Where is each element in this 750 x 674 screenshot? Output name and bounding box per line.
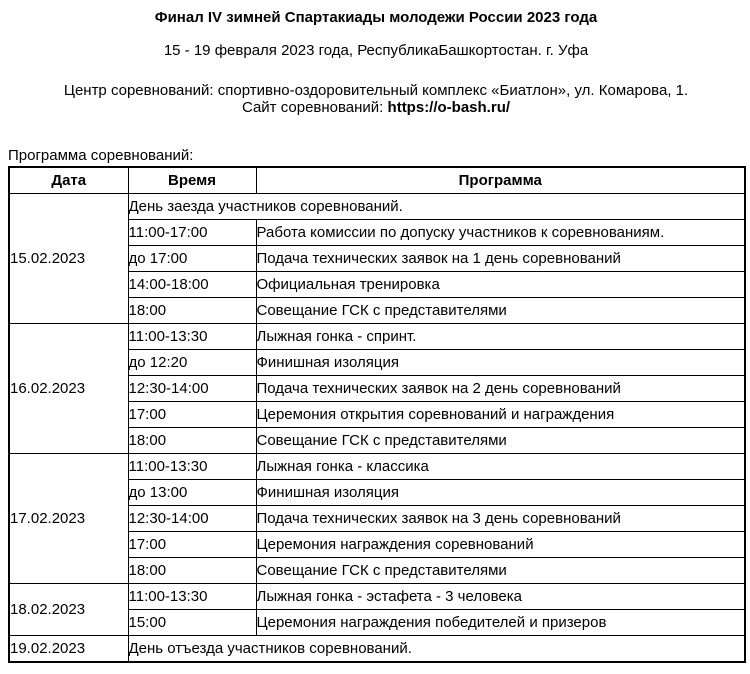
date-cell: 19.02.2023 xyxy=(9,636,128,663)
date-cell: 18.02.2023 xyxy=(9,584,128,636)
activity-cell: Совещание ГСК с представителями xyxy=(256,428,745,454)
activity-cell: Лыжная гонка - классика xyxy=(256,454,745,480)
time-cell: 15:00 xyxy=(128,610,256,636)
activity-cell: Официальная тренировка xyxy=(256,272,745,298)
activity-cell: Церемония награждения соревнований xyxy=(256,532,745,558)
doc-subtitle: 15 - 19 февраля 2023 года, РеспубликаБашкортостан. г. Уфа xyxy=(163,42,589,59)
site-url: https://o-bash.ru/ xyxy=(387,99,511,116)
site-label: Сайт соревнований: xyxy=(241,99,388,116)
activity-cell: Совещание ГСК с представителями xyxy=(256,558,745,584)
table-row xyxy=(9,194,745,220)
time-cell: 14:00-18:00 xyxy=(128,272,256,298)
table-row xyxy=(9,324,745,350)
activity-cell: Лыжная гонка - спринт. xyxy=(256,324,745,350)
time-cell: 18:00 xyxy=(128,298,256,324)
activity-cell: Совещание ГСК с представителями xyxy=(256,298,745,324)
time-cell: 11:00-13:30 xyxy=(128,324,256,350)
day-note-cell: День заезда участников соревнований. xyxy=(128,194,745,220)
activity-cell: Подача технических заявок на 2 день соревнований xyxy=(256,376,745,402)
time-cell: 12:30-14:00 xyxy=(128,376,256,402)
time-cell: 11:00-13:30 xyxy=(128,584,256,610)
column-header-program: Программа xyxy=(256,167,745,194)
activity-cell: Финишная изоляция xyxy=(256,350,745,376)
activity-cell: Церемония награждения победителей и призеров xyxy=(256,610,745,636)
site-line xyxy=(8,99,744,116)
day-note-cell: День отъезда участников соревнований. xyxy=(128,636,745,663)
venue-line: Центр соревнований: спортивно-оздоровительный комплекс «Биатлон», ул. Комарова, 1. xyxy=(63,82,689,99)
doc-title: Финал IV зимней Спартакиады молодежи России 2023 года xyxy=(154,9,598,26)
table-row xyxy=(9,454,745,480)
activity-cell: Подача технических заявок на 3 день соревнований xyxy=(256,506,745,532)
date-cell: 17.02.2023 xyxy=(9,454,128,584)
activity-cell: Финишная изоляция xyxy=(256,480,745,506)
date-cell: 16.02.2023 xyxy=(9,324,128,454)
table-header-row xyxy=(9,167,745,194)
table-row xyxy=(9,584,745,610)
time-cell: 12:30-14:00 xyxy=(128,506,256,532)
table-body xyxy=(9,194,745,663)
time-cell: до 12:20 xyxy=(128,350,256,376)
time-cell: 18:00 xyxy=(128,428,256,454)
column-header-date: Дата xyxy=(9,167,128,194)
time-cell: 11:00-13:30 xyxy=(128,454,256,480)
activity-cell: Церемония открытия соревнований и награждения xyxy=(256,402,745,428)
activity-cell: Подача технических заявок на 1 день соревнований xyxy=(256,246,745,272)
time-cell: 17:00 xyxy=(128,402,256,428)
time-cell: до 13:00 xyxy=(128,480,256,506)
time-cell: 17:00 xyxy=(128,532,256,558)
time-cell: 11:00-17:00 xyxy=(128,220,256,246)
date-cell: 15.02.2023 xyxy=(9,194,128,324)
table-row xyxy=(9,636,745,663)
time-cell: 18:00 xyxy=(128,558,256,584)
program-table xyxy=(8,166,746,663)
time-cell: до 17:00 xyxy=(128,246,256,272)
venue-block xyxy=(8,82,744,116)
program-label: Программа соревнований: xyxy=(8,147,194,164)
activity-cell: Работа комиссии по допуску участников к соревнованиям. xyxy=(256,220,745,246)
column-header-time: Время xyxy=(128,167,256,194)
activity-cell: Лыжная гонка - эстафета - 3 человека xyxy=(256,584,745,610)
